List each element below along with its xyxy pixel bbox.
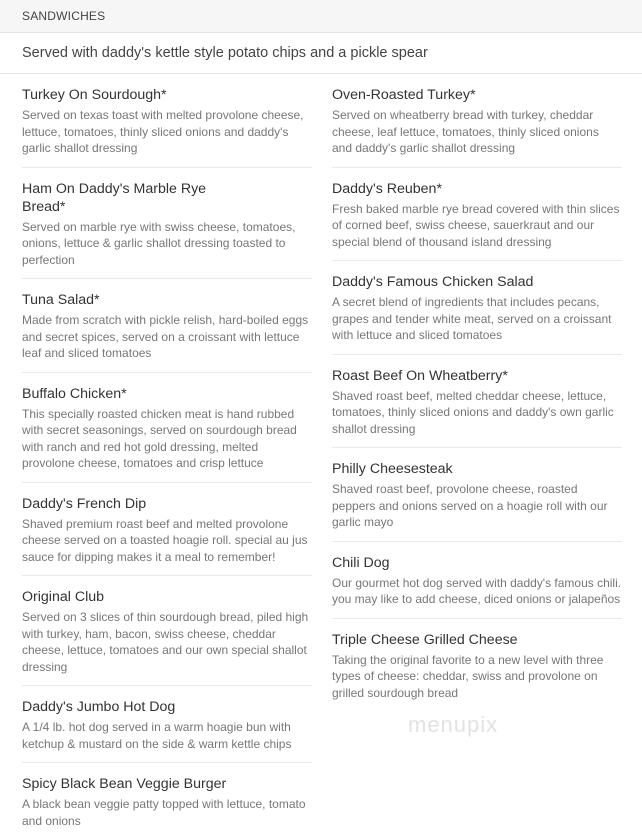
- menu-item-name: Chili Dog: [332, 554, 390, 571]
- left-column: [0, 74, 312, 839]
- menu-item-name: Philly Cheesesteak: [332, 461, 453, 477]
- menu-item-name: Ham On Daddy's Marble Rye Bread*: [22, 180, 207, 215]
- menu-item-description: Made from scratch with pickle relish, hard-boiled eggs and secret spices, served on a croissant with lettuce leaf and sliced tomatoes: [22, 313, 309, 360]
- menu-item-description: Served on marble rye with swiss cheese, tomatoes, onions, lettuce & garlic shallot dressing toasted to perfection: [22, 219, 296, 267]
- menu-item-name: Triple Cheese Grilled Cheese: [332, 631, 518, 648]
- menu-item-name: Daddy's French Dip: [22, 495, 147, 512]
- menu-item: [22, 168, 312, 280]
- menu-item: [332, 74, 622, 168]
- menu-columns: [0, 74, 642, 839]
- menu-item: [332, 542, 622, 619]
- menu-item-description: Shaved premium roast beef and melted provolone cheese served on a toasted hoagie roll. special au jus sauce for dipping makes it a meal to remember!: [22, 516, 308, 564]
- menu-item-description: Shaved roast beef, provolone cheese, roasted peppers and onions served on a hoagie roll with our garlic mayo: [332, 482, 608, 529]
- menu-item-name: Daddy's Famous Chicken Salad: [332, 274, 534, 290]
- section-header: [0, 0, 642, 33]
- menu-item-description: Shaved roast beef, melted cheddar cheese, lettuce, tomatoes, thinly sliced onions and daddy's own garlic shallot dressing: [332, 388, 614, 436]
- menu-item-name: Daddy's Jumbo Hot Dog: [22, 699, 176, 715]
- menu-item-name: Turkey On Sourdough*: [22, 87, 167, 103]
- menu-item-name: Original Club: [22, 589, 105, 605]
- menu-item-description: A 1/4 lb. hot dog served in a warm hoagie bun with ketchup & mustard on the side & warm kettle chips: [22, 720, 292, 751]
- section-title: SANDWICHES: [22, 9, 106, 23]
- menu-item-description: Served on wheatberry bread with turkey, cheddar cheese, leaf lettuce, tomatoes, thinly sliced onions and daddy's garlic shallot dressing: [332, 108, 599, 155]
- menu-item: [22, 686, 312, 763]
- menu-item: [332, 448, 622, 542]
- menu-item: [22, 483, 312, 577]
- menu-item-name: Oven-Roasted Turkey*: [332, 87, 476, 103]
- menu-item: [22, 373, 312, 483]
- menu-item: [332, 261, 622, 355]
- menupix-watermark: [408, 712, 498, 738]
- watermark-logo-text: menupix: [408, 712, 499, 737]
- menu-item: [22, 279, 312, 373]
- section-description-text: Served with daddy's kettle style potato chips and a pickle spear: [22, 45, 428, 61]
- menu-item-description: Fresh baked marble rye bread covered with thin slices of corned beef, swiss cheese, sauerkraut and our special blend of thousand island dressing: [332, 201, 620, 249]
- menu-item: [22, 763, 312, 839]
- menu-item-description: A black bean veggie patty topped with lettuce, tomato and onions: [22, 797, 306, 828]
- menu-item-name: Daddy's Reuben*: [332, 180, 442, 197]
- menu-item: [22, 576, 312, 686]
- menu-item-description: Our gourmet hot dog served with daddy's famous chili. you may like to add cheese, diced onions or jalapeños: [332, 575, 622, 606]
- menu-item: [332, 168, 622, 262]
- menu-item-description: A secret blend of ingredients that includes pecans, grapes and tender white meat, served on a croissant with lettuce and sliced tomatoes: [332, 295, 612, 342]
- menu-item: [332, 355, 622, 449]
- menu-item-name: Roast Beef On Wheatberry*: [332, 367, 508, 384]
- menu-item-description: Served on texas toast with melted provolone cheese, lettuce, tomatoes, thinly sliced onions and daddy's garlic shallot dressing: [22, 108, 304, 155]
- menu-item-description: Taking the original favorite to a new level with three types of cheese: cheddar, swiss and provolone on grilled sourdough bread: [332, 652, 604, 700]
- menu-item-name: Spicy Black Bean Veggie Burger: [22, 776, 227, 792]
- menu-item: [332, 619, 622, 712]
- section-description: [0, 33, 642, 74]
- menu-item: [22, 74, 312, 168]
- menu-item-name: Buffalo Chicken*: [22, 385, 127, 402]
- menu-item-name: Tuna Salad*: [22, 292, 100, 308]
- menu-item-description: This specially roasted chicken meat is hand rubbed with secret seasonings, served on sourdough bread with ranch and red hot gold dressing, melted provolone cheese, tomatoes and crisp lettuce: [22, 406, 297, 470]
- menu-item-description: Served on 3 slices of thin sourdough bread, piled high with turkey, ham, bacon, swiss cheese, cheddar cheese, lettuce, tomatoes and our own special shallot dressing: [22, 610, 309, 674]
